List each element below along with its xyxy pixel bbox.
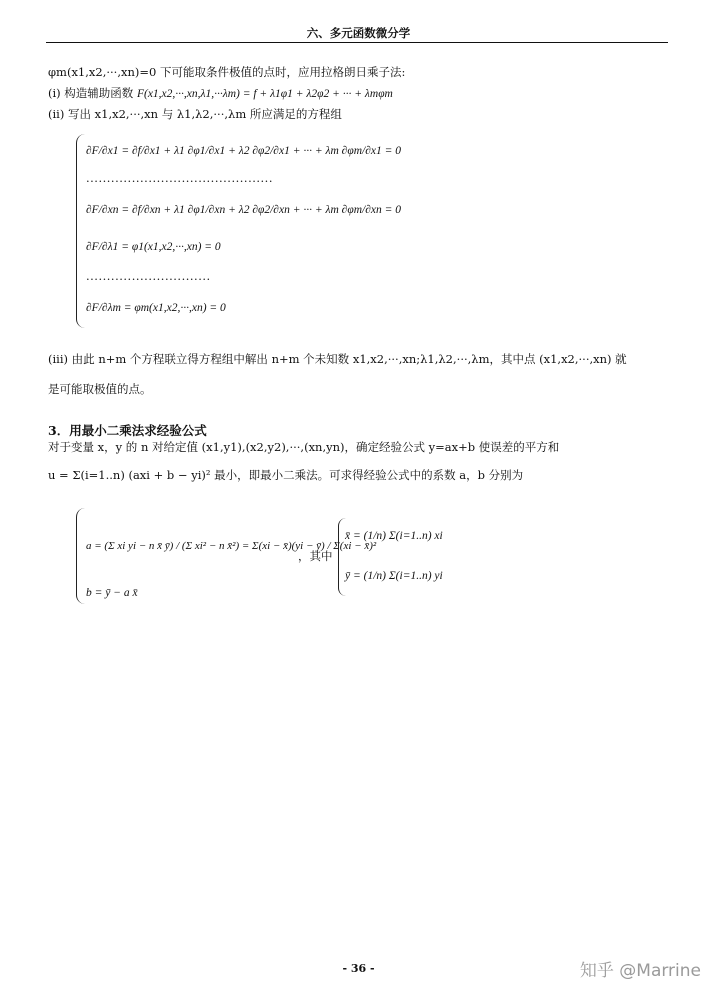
- lagrange-eq-1: ∂F/∂x1 = ∂f/∂x1 + λ1 ∂φ1/∂x1 + λ2 ∂φ2/∂x1 + ··· + λm ∂φm/∂x1 = 0: [86, 145, 401, 157]
- xbar-eq: x̄ = (1/n) Σ(i=1..n) xi: [345, 530, 443, 542]
- page-number: - 36 -: [342, 962, 375, 975]
- step-i-label: (i) 构造辅助函数: [48, 86, 134, 100]
- step-iii-line1: (iii) 由此 n+m 个方程联立得方程组中解出 n+m 个未知数 x1,x2,···,xn;λ1,λ2,···,λm，其中点 (x1,x2,···,xn) 就: [48, 352, 627, 366]
- step-i: [48, 85, 393, 101]
- step-iii-line2: 是可能取极值的点。: [48, 382, 152, 396]
- least-squares-a-eq: a = (Σ xi yi − n x̄ ȳ) / (Σ xi² − n x̄²) = Σ(xi − x̄)(yi − ȳ) / Σ(xi − x̄)²: [86, 540, 377, 552]
- lagrange-system-brace: [76, 134, 85, 328]
- lagrange-dots-1: ·············································: [86, 174, 273, 188]
- lagrange-dots-2: ······························: [86, 272, 211, 286]
- section-3-para2: u = Σ(i=1..n) (axi + b − yi)² 最小，即最小二乘法。可求得经验公式中的系数 a，b 分别为: [48, 468, 524, 482]
- step-i-formula: F(x1,x2,···,xn,λ1,···λm) = f + λ1φ1 + λ2φ2 + ··· + λmφm: [136, 88, 393, 100]
- step-ii-text: x1,x2,···,xn 与 λ1,λ2,···,λm 所应满足的方程组: [94, 107, 342, 121]
- lagrange-eq-4: ∂F/∂λm = φm(x1,x2,···,xn) = 0: [86, 302, 226, 314]
- intro-line: φm(x1,x2,···,xn)=0 下可能取条件极值的点时，应用拉格朗日乘子法:: [48, 65, 406, 79]
- least-squares-brace: [76, 508, 85, 604]
- lagrange-eq-2: ∂F/∂xn = ∂f/∂xn + λ1 ∂φ1/∂xn + λ2 ∂φ2/∂xn + ··· + λm ∂φm/∂xn = 0: [86, 204, 401, 216]
- section-3-heading: 3．用最小二乘法求经验公式: [48, 423, 207, 438]
- least-squares-b-eq: b = ȳ − a x̄: [86, 587, 138, 599]
- lagrange-eq-3: ∂F/∂λ1 = φ1(x1,x2,···,xn) = 0: [86, 241, 221, 253]
- watermark: 知乎 @Marrine: [579, 961, 701, 981]
- ybar-eq: ȳ = (1/n) Σ(i=1..n) yi: [345, 570, 443, 582]
- step-ii-label: (ii) 写出: [48, 107, 91, 121]
- section-3-para1: 对于变量 x，y 的 n 对给定值 (x1,y1),(x2,y2),···,(xn,yn)，确定经验公式 y=ax+b 使误差的平方和: [48, 440, 560, 454]
- header-rule: [46, 42, 668, 43]
- step-ii: [48, 106, 342, 122]
- page-header-title: 六、多元函数微分学: [306, 26, 411, 40]
- where-label: ，其中: [298, 549, 333, 563]
